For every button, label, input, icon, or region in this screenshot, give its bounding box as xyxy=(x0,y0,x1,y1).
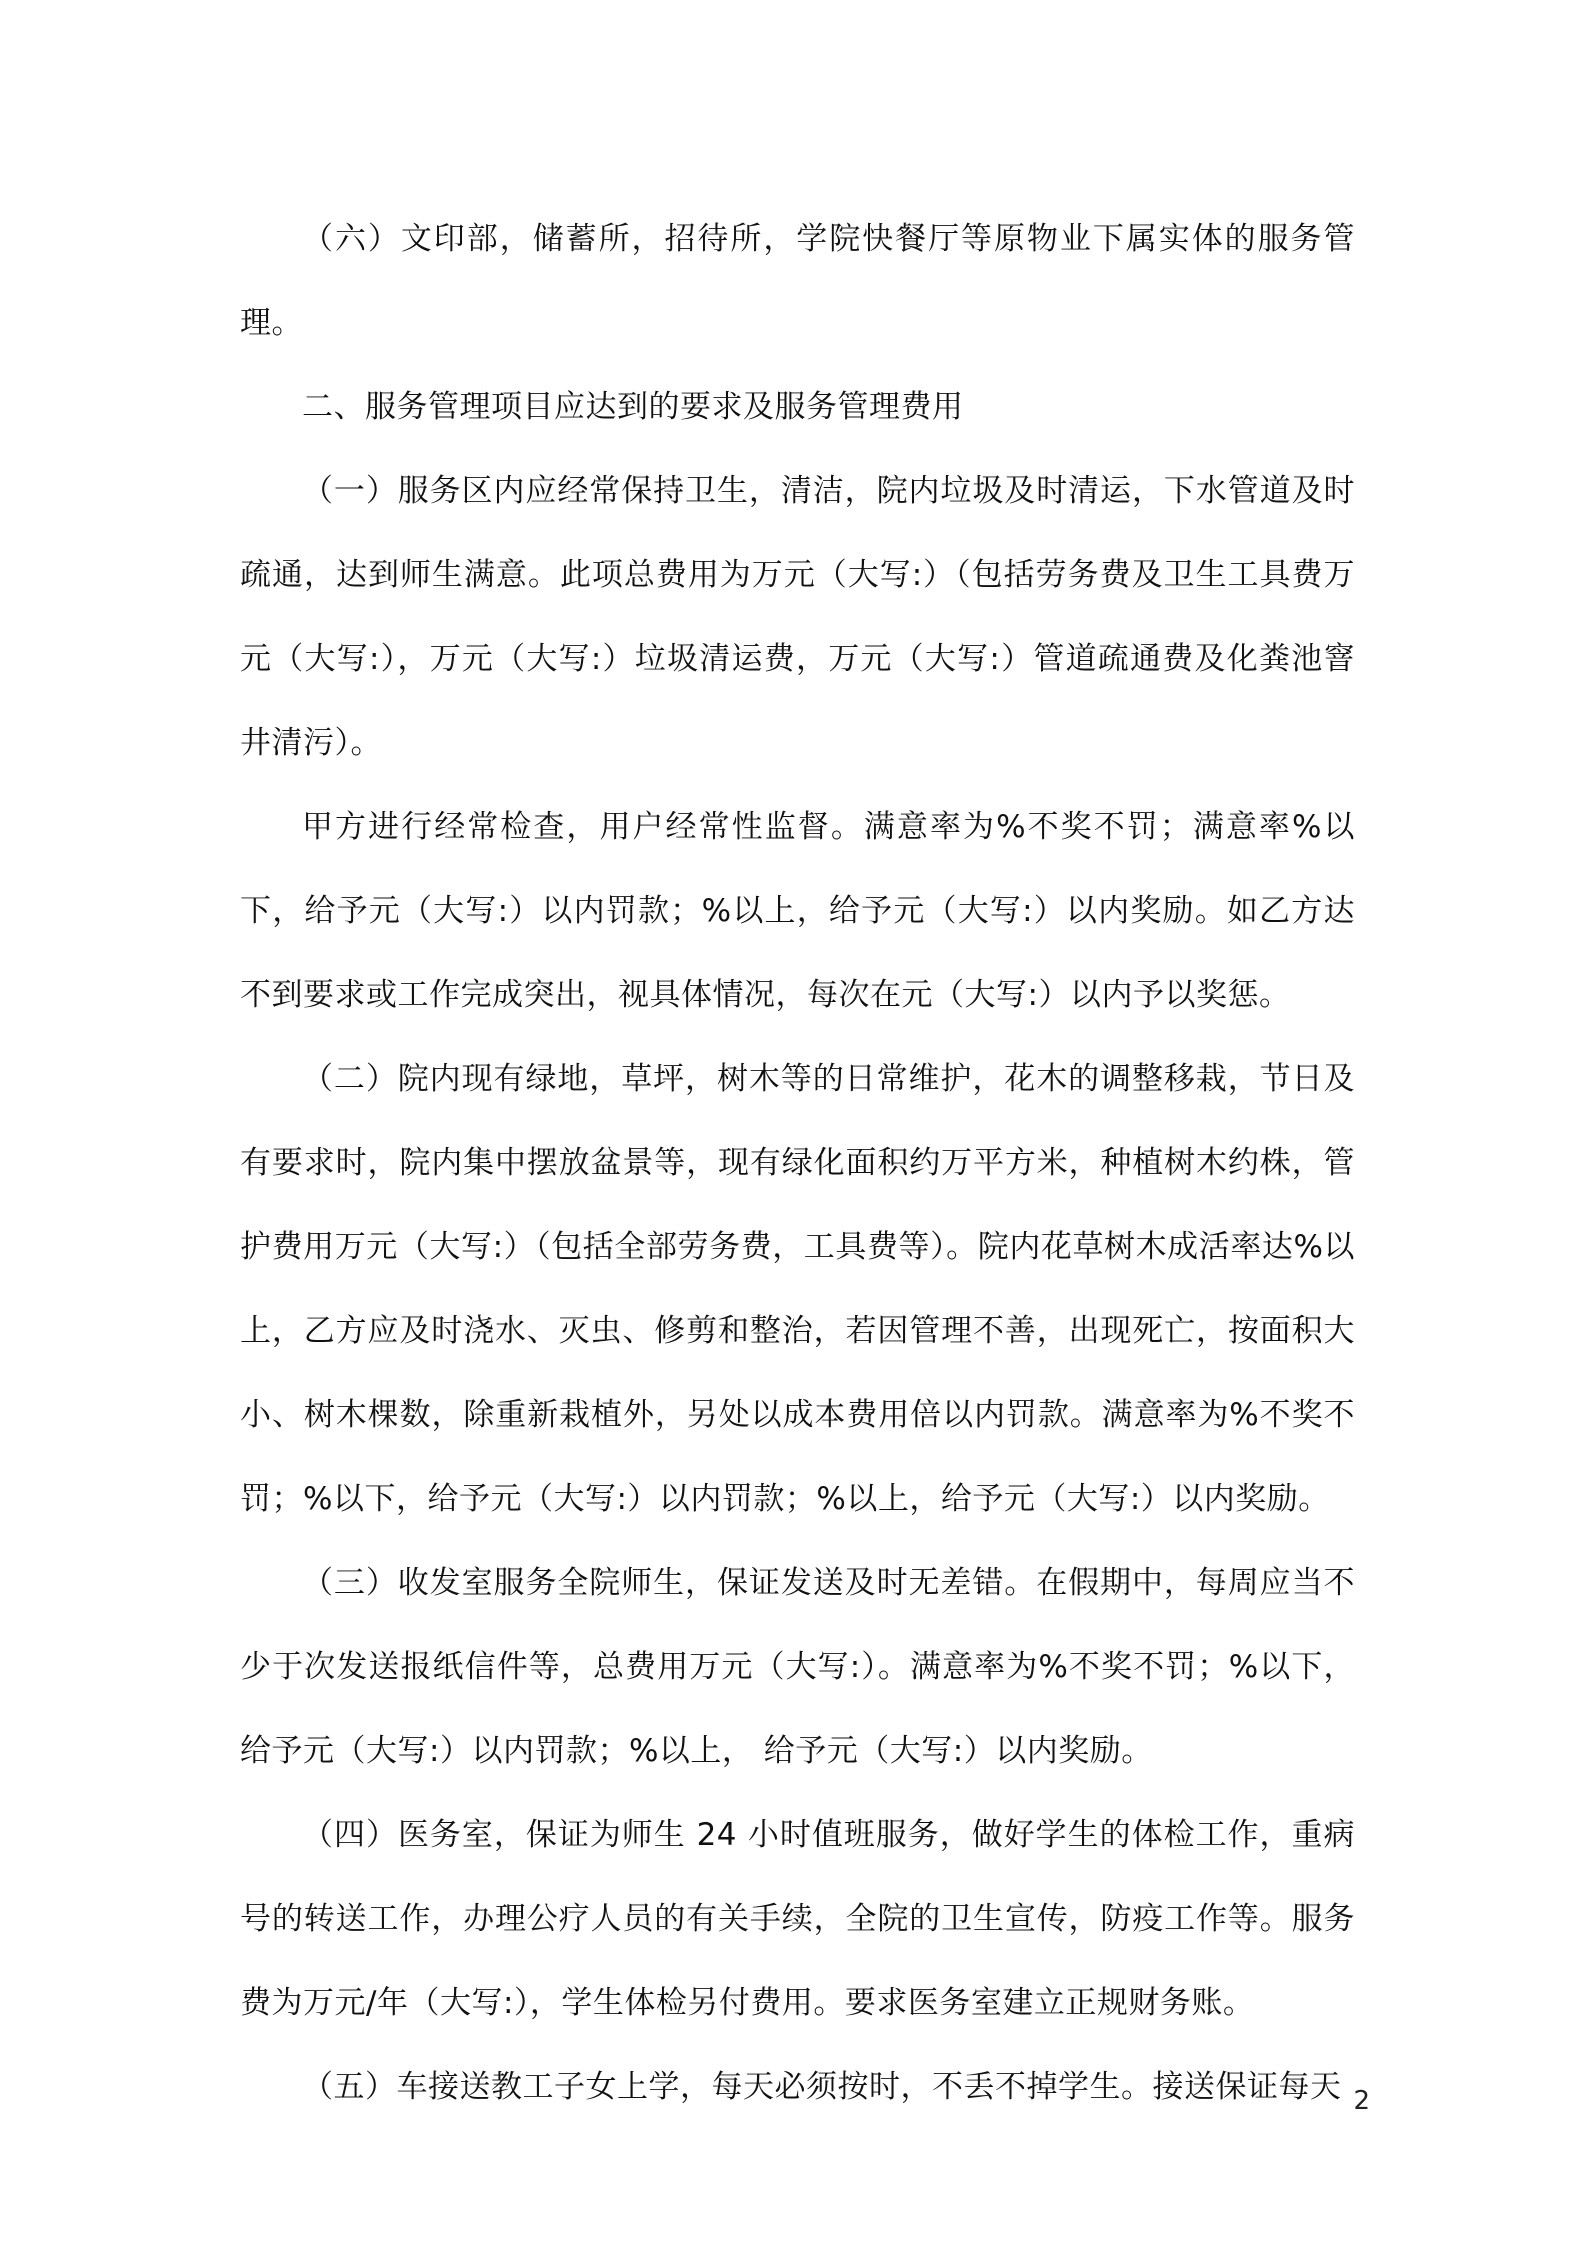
paragraph-item-1: （一）服务区内应经常保持卫生，清洁，院内垃圾及时清运，下水管道及时疏通，达到师生满意。此项总费用为万元（大写:）（包括劳务费及卫生工具费万元（大写:），万元（大写:）垃圾清运费，万元（大写:）管道疏通费及化粪池窨井清污）。 xyxy=(240,473,1355,761)
document-body xyxy=(240,197,1355,2129)
paragraph-item-3: （三）收发室服务全院师生，保证发送及时无差错。在假期中，每周应当不少于次发送报纸信件等，总费用万元（大写:）。满意率为%不奖不罚；%以下，给予元（大写:）以内罚款；%以上， 给予元（大写:）以内奖励。 xyxy=(240,1565,1355,1769)
paragraph-item-5: （五）车接送教工子女上学，每天必须按时，不丢不掉学生。接送保证每天 xyxy=(302,2069,1342,2105)
paragraph-inspection: 甲方进行经常检查，用户经常性监督。满意率为%不奖不罚；满意率%以下，给予元（大写:）以内罚款；%以上，给予元（大写:）以内奖励。如乙方达不到要求或工作完成突出，视具体情况，每次在元（大写:）以内予以奖惩。 xyxy=(240,809,1355,1013)
paragraph-item-2: （二）院内现有绿地，草坪，树木等的日常维护，花木的调整移栽，节日及有要求时，院内集中摆放盆景等，现有绿化面积约万平方米，种植树木约株，管护费用万元（大写:）（包括全部劳务费，工具费等）。院内花草树木成活率达%以上，乙方应及时浇水、灭虫、修剪和整治，若因管理不善，出现死亡，按面积大小、树木棵数，除重新栽植外，另处以成本费用倍以内罚款。满意率为%不奖不罚；%以下，给予元（大写:）以内罚款；%以上，给予元（大写:）以内奖励。 xyxy=(240,1061,1355,1517)
heading-section-2: 二、服务管理项目应达到的要求及服务管理费用 xyxy=(302,389,964,425)
page-number: 2 xyxy=(1353,2086,1370,2116)
paragraph-item-4: （四）医务室，保证为师生 24 小时值班服务，做好学生的体检工作，重病号的转送工作，办理公疗人员的有关手续，全院的卫生宣传，防疫工作等。服务费为万元/年（大写:），学生体检另付费用。要求医务室建立正规财务账。 xyxy=(240,1817,1355,2021)
paragraph-section-6: （六）文印部，储蓄所，招待所，学院快餐厅等原物业下属实体的服务管理。 xyxy=(240,221,1355,341)
